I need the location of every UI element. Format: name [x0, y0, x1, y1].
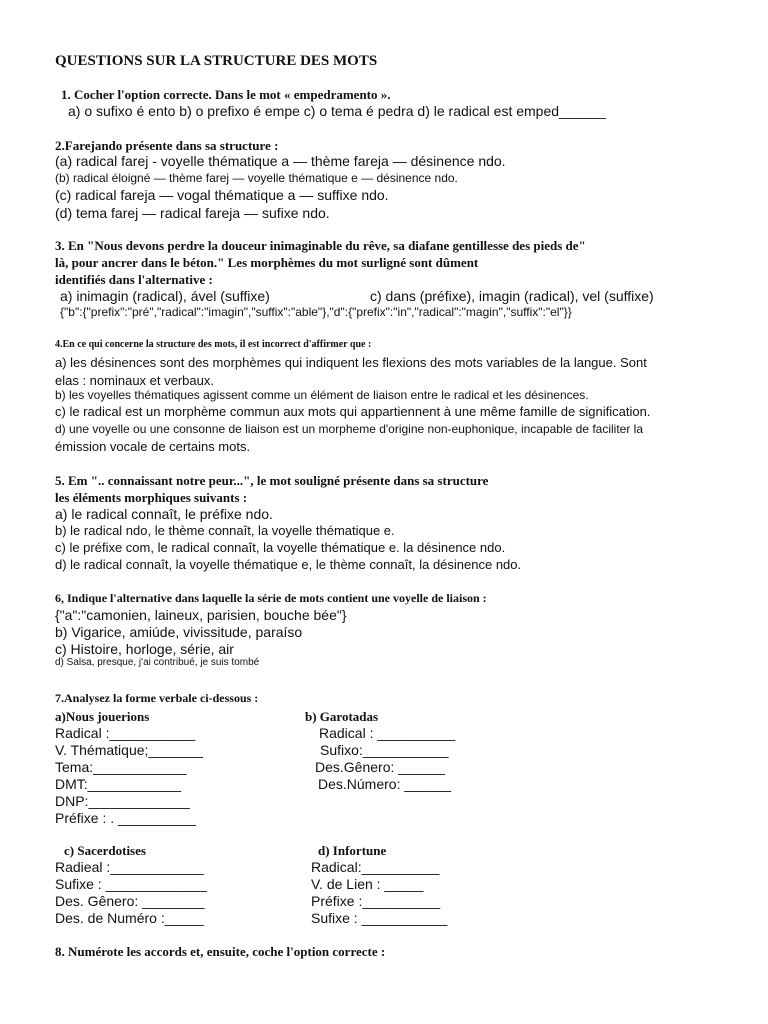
question-3-line-3: identifiés dans l'alternative :: [55, 272, 213, 287]
page-title: QUESTIONS SUR LA STRUCTURE DES MOTS: [55, 53, 378, 69]
question-3-raw-options: {"b":{"prefix":"pré","radical":"imagin","suffix":"able"},"d":{"prefix":"in","radical":"magin","suffix":"el"}}: [60, 305, 572, 319]
question-6-heading: 6, Indique l'alternative dans laquelle la série de mots contient une voyelle de liaison :: [55, 591, 487, 605]
question-7-d-line: Radical:__________: [311, 859, 440, 875]
question-5-option-a: a) le radical connaît, le préfixe ndo.: [55, 506, 273, 522]
question-6-option-b: b) Vigarice, amiúde, vivissitude, paraíso: [55, 624, 303, 640]
question-3-line-1: 3. En "Nous devons perdre la douceur inimaginable du rêve, sa diafane gentillesse des pieds de": [55, 238, 586, 253]
question-2-option-d: (d) tema farej — radical fareja — sufixe ndo.: [55, 205, 330, 221]
question-3-option-a: a) inimagin (radical), ável (suffixe): [60, 288, 270, 304]
question-4-option-a-line-1: a) les désinences sont des morphèmes qui indiquent les flexions des mots variables de la langue. Sont: [55, 355, 647, 370]
question-7-b-line: Des.Gênero: ______: [315, 759, 445, 775]
question-7-c-title: c) Sacerdotises: [64, 843, 146, 858]
question-7-a-line: DMT:____________: [55, 776, 182, 792]
question-7-d-line: Sufixe : ___________: [311, 910, 448, 926]
question-7-c-line: Des. Gênero: ________: [55, 893, 205, 909]
question-5-option-b: b) le radical ndo, le thème connaît, la voyelle thématique e.: [55, 523, 395, 538]
question-2-option-a: (a) radical farej - voyelle thématique a — thème fareja — désinence ndo.: [55, 153, 506, 169]
question-7-a-line: Préfixe : . __________: [55, 810, 196, 826]
question-7-b-line: Sufixo:___________: [320, 742, 449, 758]
question-4-heading: 4.En ce qui concerne la structure des mots, il est incorrect d'affirmer que :: [55, 339, 372, 350]
question-5-line-2: les éléments morphiques suivants :: [55, 490, 248, 505]
question-5-option-d: d) le radical connaît, la voyelle thématique e, le thème connaît, la désinence ndo.: [55, 557, 522, 572]
question-7-a-line: DNP:_____________: [55, 793, 190, 809]
question-2-option-c: (c) radical fareja — vogal thématique a — suffixe ndo.: [55, 187, 389, 203]
question-7-c-line: Des. de Numéro :_____: [55, 910, 204, 926]
question-5-line-1: 5. Em ".. connaissant notre peur...", le mot souligné présente dans sa structure: [55, 473, 489, 488]
question-7-d-line: Préfixe :__________: [311, 893, 441, 909]
question-7-c-line: Radieal :____________: [55, 859, 204, 875]
question-7-b-title: b) Garotadas: [305, 709, 379, 724]
question-3-line-2: là, pour ancrer dans le béton." Les morphèmes du mot surligné sont dûment: [55, 255, 479, 270]
question-3-option-c: c) dans (préfixe), imagin (radical), vel (suffixe): [370, 288, 654, 304]
question-5-option-c: c) le préfixe com, le radical connaît, la voyelle thématique e. la désinence ndo.: [55, 540, 506, 555]
question-7-d-line: V. de Lien : _____: [311, 876, 424, 892]
question-7-b-line: Des.Número: ______: [318, 776, 452, 792]
question-6-option-a: {"a":"camonien, laineux, parisien, bouche bée"}: [55, 607, 347, 623]
question-2-heading: 2.Farejando présente dans sa structure :: [55, 138, 279, 153]
question-1-options: a) o sufixo é ento b) o prefixo é empe c) o tema é pedra d) le radical est emped______: [68, 103, 606, 119]
question-6-option-d: d) Salsa, presque, j'ai contribué, je suis tombé: [55, 657, 260, 668]
question-4-option-d-line-2: émission vocale de certains mots.: [55, 439, 251, 454]
question-7-a-line: Tema:____________: [55, 759, 187, 775]
question-7-heading: 7.Analysez la forme verbale ci-dessous :: [55, 691, 259, 705]
question-4-option-a-line-2: elas : nominaux et verbaux.: [55, 373, 214, 388]
question-4-option-b: b) les voyelles thématiques agissent comme un élément de liaison entre le radical et les désinences.: [55, 388, 589, 402]
question-7-c-line: Sufixe : _____________: [55, 876, 207, 892]
question-4-option-d-line-1: d) une voyelle ou une consonne de liaison est un morpheme d'origine non-euphonique, incapable de faciliter la: [55, 422, 644, 436]
question-7-a-title: a)Nous jouerions: [55, 709, 150, 724]
question-4-option-c: c) le radical est un morphème commun aux mots qui appartiennent à une même famille de signification.: [55, 404, 651, 419]
question-8-heading: 8. Numérote les accords et, ensuite, coche l'option correcte :: [55, 944, 386, 959]
question-7-a-line: V. Thématique;_______: [55, 742, 203, 758]
question-2-option-b: (b) radical éloigné — thème farej — voyelle thématique e — désinence ndo.: [55, 171, 458, 185]
question-7-a-line: Radical :___________: [55, 725, 196, 741]
question-7-b-line: Radical : __________: [319, 725, 456, 741]
question-6-option-c: c) Histoire, horloge, série, air: [55, 641, 234, 657]
question-1-heading: 1. Cocher l'option correcte. Dans le mot « empedramento ».: [61, 87, 391, 102]
question-7-d-title: d) Infortune: [318, 843, 387, 858]
